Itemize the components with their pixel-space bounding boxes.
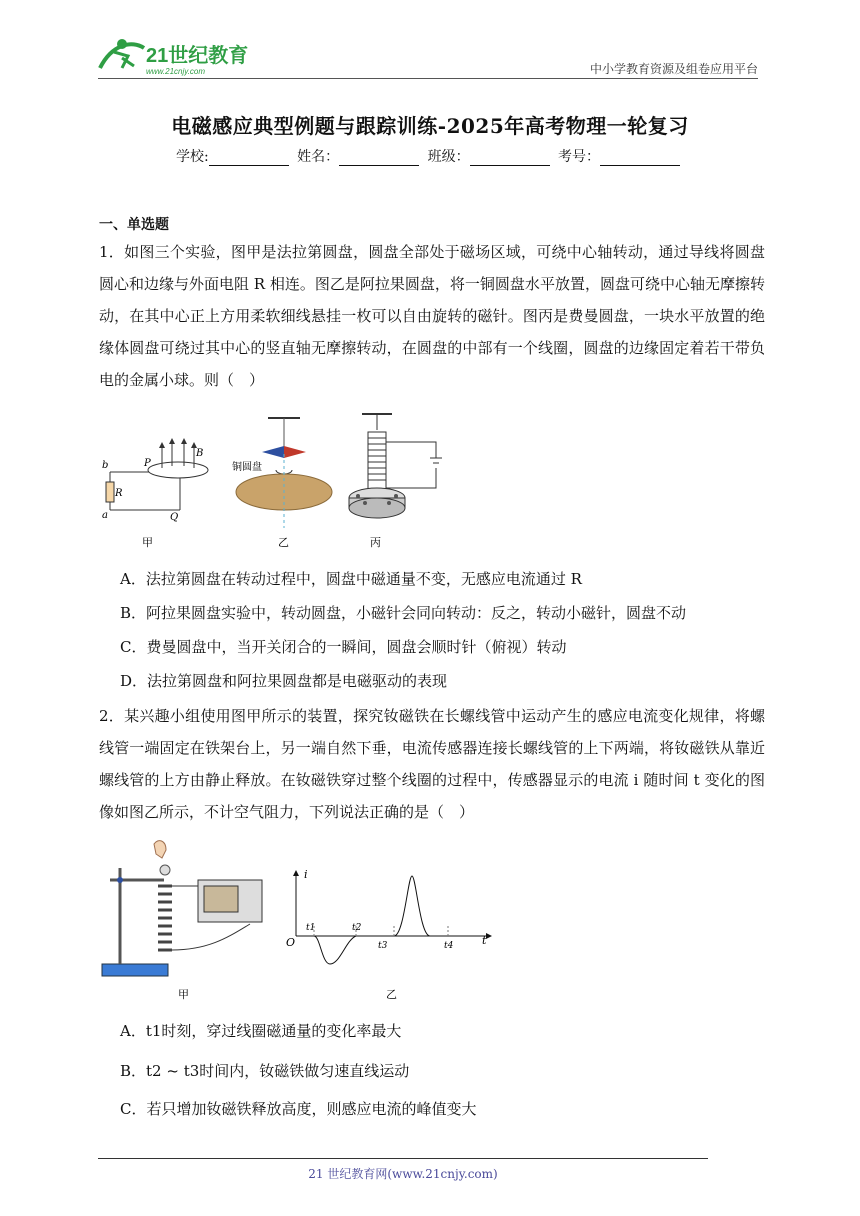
page-title: 电磁感应典型例题与跟踪训练-2025年高考物理一轮复习	[171, 114, 689, 138]
name-label: 姓名：	[297, 149, 340, 165]
question-2-figure	[100, 836, 500, 1006]
axis-t-label: t	[482, 934, 487, 947]
figure-label-jia: 甲	[142, 536, 153, 549]
axis-i-label: i	[304, 868, 308, 881]
q1-option-d[interactable]: D．法拉第圆盘和阿拉果圆盘都是电磁驱动的表现	[120, 672, 448, 690]
logo-text: 21世纪教育	[146, 45, 249, 67]
logo-url: www.21cnjy.com	[146, 67, 205, 76]
section-heading: 一、单选题	[99, 217, 169, 233]
feynman-disk-figure	[349, 414, 442, 549]
label-R: R	[115, 488, 123, 499]
number-label: 考号：	[558, 149, 601, 165]
figure-label-yi-2: 乙	[386, 988, 397, 1001]
label-a: a	[102, 510, 108, 521]
site-logo	[92, 34, 262, 78]
arago-disk-figure	[232, 418, 332, 549]
solenoid-apparatus-figure	[102, 841, 262, 1001]
question-2-text: 2．某兴趣小组使用图甲所示的装置，探究钕磁铁在长螺线管中运动产生的感应电流变化规律，将螺线管一端固定在铁架台上，另一端自然下垂，电流传感器连接长螺线管的上下两端，将钕磁铁从靠近螺线管的上方由静止释放。在钕磁铁穿过整个线圈的过程中，传感器显示的电流 i 随时间 t 变化的图像如图乙所示，不计空气阻力，下列说法正确的是（ ）	[99, 707, 765, 821]
current-time-graph	[286, 868, 492, 1001]
label-B: B	[196, 448, 204, 459]
label-Q: Q	[170, 512, 179, 523]
logo-runner-icon	[92, 34, 262, 78]
school-label: 学校:	[175, 149, 209, 165]
name-field[interactable]	[339, 151, 419, 166]
q1-option-a[interactable]: A．法拉第圆盘在转动过程中，圆盘中磁通量不变，无感应电流通过 R	[120, 570, 582, 588]
q2-option-a[interactable]: A．t1时刻，穿过线圈磁通量的变化率最大	[120, 1022, 402, 1040]
q2-option-c[interactable]: C．若只增加钕磁铁释放高度，则感应电流的峰值变大	[120, 1100, 477, 1118]
question-1-figure	[100, 408, 480, 556]
class-field[interactable]	[470, 151, 550, 166]
tick-t4: t4	[444, 941, 454, 951]
footer-text[interactable]: 21 世纪教育网(www.21cnjy.com)	[308, 1167, 498, 1181]
header-divider	[98, 78, 758, 79]
q1-option-b[interactable]: B．阿拉果圆盘实验中，转动圆盘，小磁针会同向转动：反之，转动小磁针，圆盘不动	[120, 604, 687, 622]
label-P: P	[144, 458, 151, 469]
tick-t1: t1	[306, 923, 316, 933]
class-label: 班级：	[427, 149, 470, 165]
tick-t3: t3	[378, 941, 388, 951]
q1-option-c[interactable]: C．费曼圆盘中，当开关闭合的一瞬间，圆盘会顺时针（俯视）转动	[120, 638, 567, 656]
q2-option-b[interactable]: B．t2 ~ t3时间内，钕磁铁做匀速直线运动	[120, 1062, 410, 1080]
figure-label-yi: 乙	[278, 536, 289, 549]
figure-label-jia-2: 甲	[178, 988, 189, 1001]
school-field[interactable]	[209, 151, 289, 166]
student-info	[0, 146, 860, 166]
label-b: b	[102, 460, 109, 471]
origin-label: O	[286, 936, 296, 949]
question-1-text: 1．如图三个实验，图甲是法拉第圆盘，圆盘全部处于磁场区域，可绕中心轴转动，通过导线将圆盘圆心和边缘与外面电阻 R 相连。图乙是阿拉果圆盘，将一铜圆盘水平放置，圆盘可绕中心轴无摩擦转动，在其中心正上方用柔软细线悬挂一枚可以自由旋转的磁针。图丙是费曼圆盘，一块水平放置的绝缘体圆盘可绕过其中心的竖直轴无摩擦转动，在圆盘的中部有一个线圈，圆盘的边缘固定着若干带负电的金属小球。则（ ）	[99, 243, 765, 389]
platform-name: 中小学教育资源及组卷应用平台	[589, 62, 758, 76]
number-field[interactable]	[600, 151, 680, 166]
tick-t2: t2	[352, 923, 362, 933]
figure-label-bing: 丙	[370, 536, 381, 549]
faraday-disk-figure	[102, 438, 208, 549]
copper-disk-label: 铜圆盘	[232, 462, 262, 473]
footer-divider	[98, 1158, 708, 1159]
